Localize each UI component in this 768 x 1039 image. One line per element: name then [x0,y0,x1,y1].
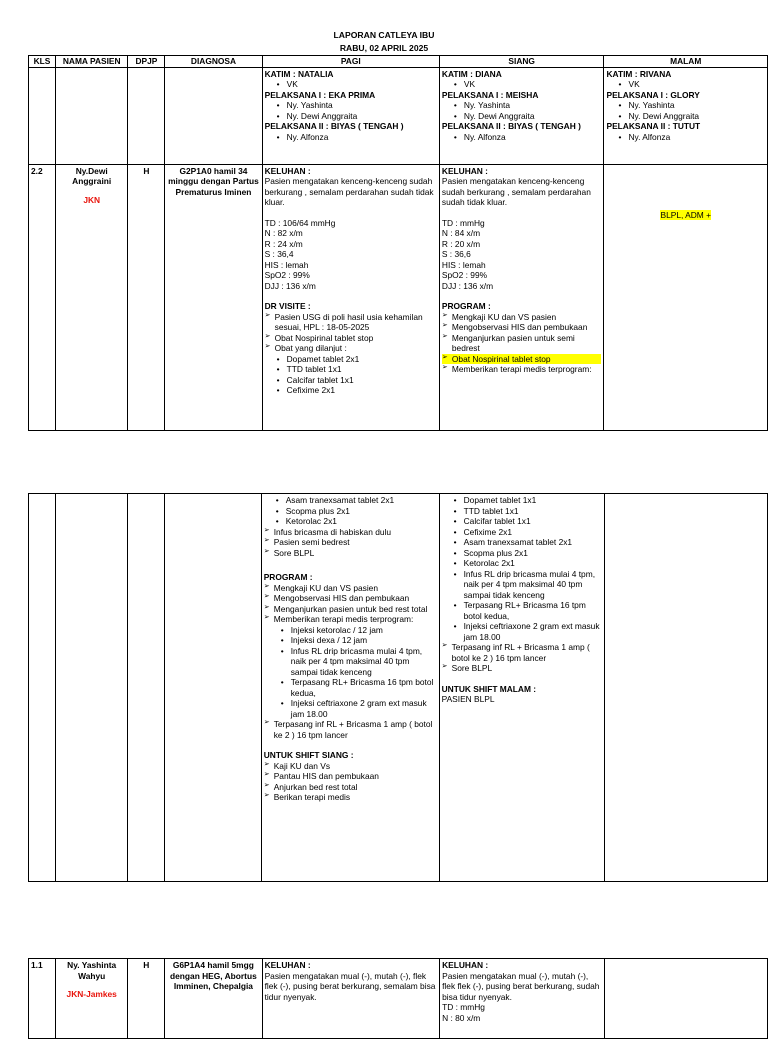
list-item: • Terpasang RL+ Bricasma 16 tpm botol kedua, [264,677,437,698]
list-item: • Dopamet tablet 1x1 [442,495,602,506]
patient-dpjp: H [128,164,165,430]
list-item: ➢ Kaji KU dan Vs [264,761,437,772]
list-item: • Infus RL drip bricasma mulai 4 tpm, naik per 4 tpm maksimal 40 tpm sampai tidak kenceng [442,569,602,601]
vital-n: N : 80 x/m [442,1012,481,1023]
staff-malam [604,67,768,164]
report-table-page3 [28,958,768,1039]
col-nama-pasien: NAMA PASIEN [55,56,128,68]
list-item: ➢ Sore BLPL [264,548,437,559]
list-item: ➢ Berikan terapi medis [264,792,437,803]
vital-djj: DJJ : 136 x/m [441,280,494,291]
vital-td: TD : mmHg [442,1002,485,1012]
list-item: • Calcifar tablet 1x1 [265,375,437,386]
katim-siang: KATIM : DIANA [441,68,502,79]
staff-siang [439,67,604,164]
col-siang: SIANG [439,56,604,68]
list-item: ➢ Infus bricasma di habiskan dulu [264,527,437,538]
patient-row [29,164,768,430]
pelaksana2-malam: PELAKSANA II : TUTUT [606,121,701,131]
list-item: ➢ Anjurkan bed rest total [264,782,437,793]
keluhan-heading: KELUHAN : [264,960,311,970]
patient-name: Ny. Yashinta Wahyu [67,960,117,981]
malam-notes-continued [604,494,767,882]
list-item: • Ny. Alfonza [442,132,602,143]
list-item: • Scopma plus 2x1 [442,548,602,559]
pelaksana2-pagi: PELAKSANA II : BIYAS ( TENGAH ) [264,121,404,131]
list-item: • Terpasang RL+ Bricasma 16 tpm botol kedua, [442,600,602,621]
list-item: • Calcifar tablet 1x1 [442,516,602,527]
keluhan-text: Pasien mengatakan mual (-), mutah (-), flek flek (-), pusing berat berkurang, sudah bisa tidur nyenyak. [442,970,600,1002]
patient-diagnosis: G6P1A4 hamil 5mgg dengan HEG, Abortus Imminen, Chepalgia [165,959,262,1039]
list-item: ➢ Terpasang inf RL + Bricasma 1 amp ( botol ke 2 ) 16 tpm lancer [442,642,602,663]
list-item: • VK [606,79,765,90]
pelaksana2-siang: PELAKSANA II : BIYAS ( TENGAH ) [441,121,581,131]
list-item: • Injeksi dexa / 12 jam [264,635,437,646]
list-item: ➢ Memberikan terapi medis terprogram: [264,614,437,625]
shift-staff-row [29,67,768,164]
vital-spo2: SpO2 : 99% [441,270,488,280]
list-item: ➢ Pantau HIS dan pembukaan [264,771,437,782]
list-item: • Ny. Alfonza [606,132,765,143]
list-item: • Ketorolac 2x1 [264,516,437,527]
list-item: • Ny. Alfonza [265,132,437,143]
visite-heading: DR VISITE : [264,301,311,311]
list-item: • Cefixime 2x1 [265,385,437,396]
list-item: ➢ Sore BLPL [442,663,602,674]
list-item: ➢ Pasien semi bedrest [264,537,437,548]
patient-payer: JKN-Jamkes [66,989,117,999]
vital-td: TD : 106/64 mmHg [264,217,336,228]
program-heading: PROGRAM : [263,572,313,582]
list-item: • TTD tablet 1x1 [442,506,602,517]
list-item: • Ny. Yashinta [442,100,602,111]
list-item: • Infus RL drip bricasma mulai 4 tpm, naik per 4 tpm maksimal 40 tpm sampai tidak kenceng [264,646,437,678]
list-item: • Injeksi ketorolac / 12 jam [264,625,437,636]
vital-his: HIS : lemah [264,259,309,270]
pelaksana1-siang: PELAKSANA I : MEISHA [441,89,539,100]
next-shift-text: PASIEN BLPL [441,694,495,704]
pagi-notes [262,164,439,430]
vital-s: S : 36,4 [264,249,294,259]
list-item: • TTD tablet 1x1 [265,364,437,375]
list-item: • VK [265,79,437,90]
list-item: • Ny. Dewi Anggraita [442,111,602,122]
col-diagnosa: DIAGNOSA [165,56,262,68]
list-item: • Ny. Dewi Anggraita [265,111,437,122]
vital-s: S : 36,6 [441,249,471,259]
vital-djj: DJJ : 136 x/m [264,280,316,291]
malam-notes [604,164,768,430]
list-item: ➢ Memberikan terapi medis terprogram: [442,364,602,375]
patient-dpjp: H [128,959,165,1039]
vital-n: N : 84 x/m [441,228,481,238]
list-item: ➢ Menganjurkan pasien untuk semi bedrest [442,333,602,354]
highlighted-item: ➢ Obat Nospirinal tablet stop [442,354,602,365]
list-item: • Scopma plus 2x1 [264,506,437,517]
list-item: ➢ Mengobservasi HIS dan pembukaan [264,593,437,604]
siang-notes-continued [439,494,604,882]
report-date: RABU, 02 APRIL 2025 [339,43,429,53]
list-item: ➢ Terpasang inf RL + Bricasma 1 amp ( botol ke 2 ) 16 tpm lancer [264,719,437,740]
list-item: • Ny. Yashinta [265,100,437,111]
siang-notes [440,959,605,1039]
patient-row [29,959,768,1039]
list-item: • Dopamet tablet 2x1 [265,354,437,365]
malam-notes [604,959,767,1039]
pelaksana1-malam: PELAKSANA I : GLORY [606,89,700,100]
col-malam: MALAM [604,56,768,68]
list-item: • Injeksi ceftriaxone 2 gram ext masuk jam 18.00 [264,698,437,719]
patient-kls: 1.1 [29,959,56,1039]
col-dpjp: DPJP [128,56,165,68]
katim-malam: KATIM : RIVANA [606,68,672,79]
list-item: • VK [442,79,602,90]
keluhan-text: Pasien mengatakan kenceng-kenceng sudah berkurang , semalam perdarahan sudah tidak kluar. [264,176,434,207]
patient-diagnosis: G2P1A0 hamil 34 minggu dengan Partus Prematurus Iminen [165,164,262,430]
list-item: ➢ Obat yang dilanjut : [265,343,437,354]
patient-name-cell [55,164,128,430]
vital-r: R : 20 x/m [441,238,481,249]
col-kls: KLS [29,56,56,68]
program-heading: PROGRAM : [441,301,491,311]
list-item: ➢ Mengkaji KU dan VS pasien [264,583,437,594]
list-item: ➢ Menganjurkan pasien untuk bed rest total [264,604,437,615]
keluhan-heading: KELUHAN : [442,960,489,970]
patient-name: Ny.Dewi Anggraini [72,165,112,186]
list-item: ➢ Mengobservasi HIS dan pembukaan [442,322,602,333]
pagi-notes-continued [261,494,439,882]
patient-name-cell [55,959,128,1039]
report-table-page1 [28,55,768,431]
report-title: LAPORAN CATLEYA IBU [333,30,435,40]
keluhan-heading: KELUHAN : [441,165,488,176]
vital-his: HIS : lemah [441,259,486,270]
list-item: • Ny. Yashinta [606,100,765,111]
report-table-page2 [28,493,768,882]
staff-pagi [262,67,439,164]
keluhan-text: Pasien mengatakan mual (-), mutah (-), flek flek (-), pusing berat berkurang, semalam bisa tidur nyenyak. [264,970,436,1002]
list-item: • Ny. Dewi Anggraita [606,111,765,122]
list-item: ➢ Obat Nospirinal tablet stop [265,333,437,344]
list-item: • Cefixime 2x1 [442,527,602,538]
col-pagi: PAGI [262,56,439,68]
vital-spo2: SpO2 : 99% [264,270,310,280]
keluhan-heading: KELUHAN : [264,165,311,176]
list-item: • Injeksi ceftriaxone 2 gram ext masuk jam 18.00 [442,621,602,642]
keluhan-text: Pasien mengatakan kenceng-kenceng sudah berkurang , semalam perdarahan sudah tidak kluar. [441,176,591,207]
patient-row-continued [29,494,768,882]
vital-td: TD : mmHg [441,217,485,228]
next-shift-heading: UNTUK SHIFT MALAM : [441,683,537,694]
list-item: • Asam tranexsamat tablet 2x1 [264,495,437,506]
siang-notes [439,164,604,430]
next-shift-heading: UNTUK SHIFT SIANG : [263,750,354,760]
pelaksana1-pagi: PELAKSANA I : EKA PRIMA [264,89,376,100]
pagi-notes [262,959,440,1039]
list-item: • Ketorolac 2x1 [442,558,602,569]
list-item: • Asam tranexsamat tablet 2x1 [442,537,602,548]
list-item: ➢ Mengkaji KU dan VS pasien [442,312,602,323]
vital-r: R : 24 x/m [264,238,303,249]
list-item: ➢ Pasien USG di poli hasil usia kehamilan sesuai, HPL : 18-05-2025 [265,312,437,333]
patient-kls: 2.2 [29,164,56,430]
malam-note: BLPL, ADM + [660,209,711,220]
vital-n: N : 82 x/m [264,228,303,238]
katim-pagi: KATIM : NATALIA [264,68,334,79]
patient-payer: JKN [83,194,101,205]
